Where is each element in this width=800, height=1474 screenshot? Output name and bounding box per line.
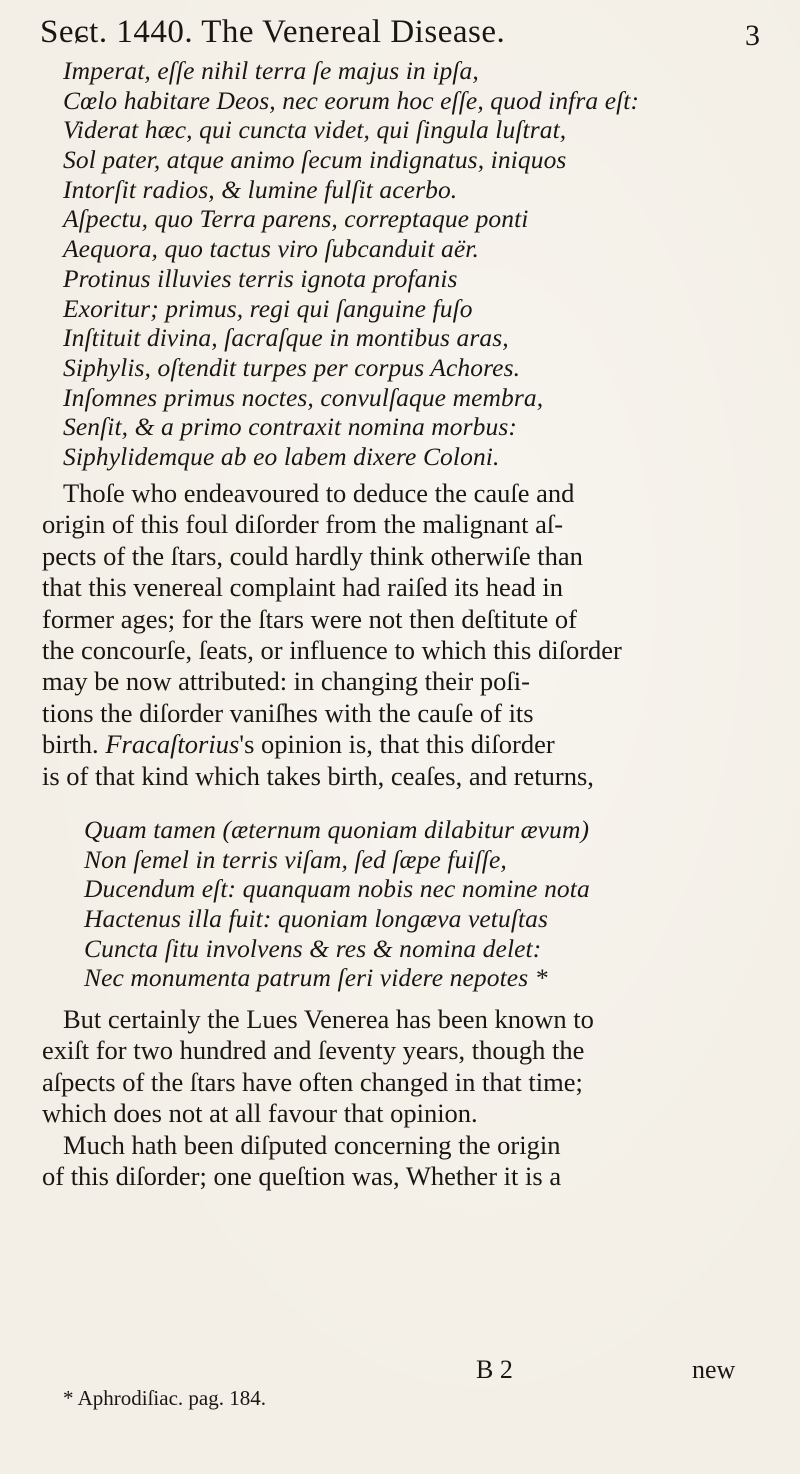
footnote: * Aphrodiſiac. pag. 184. bbox=[63, 1386, 266, 1410]
verse-line: Viderat hæc, qui cuncta videt, qui ſingula luſtrat, bbox=[63, 115, 567, 145]
prose-text: birth. bbox=[42, 729, 106, 760]
prose-line: the concourſe, ſeats, or influence to which this diſorder bbox=[42, 634, 622, 665]
verse-line: Protinus illuvies terris ignota profanis bbox=[63, 263, 458, 293]
verse-line: Intorſit radios, & lumine fulſit acerbo. bbox=[63, 174, 458, 204]
prose-line: is of that kind which takes birth, ceaſes, and returns, bbox=[42, 760, 594, 791]
verse-line: Ducendum eſt: quanquam nobis nec nomine nota bbox=[84, 874, 590, 904]
prose-line: of this diſorder; one queſtion was, Whether it is a bbox=[42, 1160, 562, 1191]
verse-line: Inſomnes primus noctes, convulſaque membra, bbox=[63, 382, 544, 412]
verse-line: Exoritur; primus, regi qui ſanguine fuſo bbox=[63, 293, 473, 323]
verse-line: Imperat, eſſe nihil terra ſe majus in ipſa, bbox=[63, 56, 479, 85]
prose-paragraph-1 bbox=[42, 478, 622, 792]
verse-line: Siphylis, oſtendit turpes per corpus Achores. bbox=[63, 352, 521, 382]
prose-paragraph-2 bbox=[42, 1004, 594, 1192]
verse-line: Sol pater, atque animo ſecum indignatus, iniquos bbox=[63, 145, 567, 175]
verse-line: Nec monumenta patrum ſeri videre nepotes * bbox=[84, 963, 548, 993]
prose-line: But certainly the Lues Venerea has been known to bbox=[63, 1004, 594, 1034]
verse-line: Senſit, & a primo contraxit nomina morbus: bbox=[63, 412, 517, 442]
prose-line: former ages; for the ſtars were not then deſtitute of bbox=[42, 603, 577, 634]
page-number: 3 bbox=[745, 19, 760, 52]
prose-line: tions the diſorder vaniſhes with the cauſe of its bbox=[42, 697, 534, 728]
prose-line: origin of this foul diſorder from the malignant aſ- bbox=[42, 509, 564, 540]
page-header bbox=[40, 8, 770, 56]
verse-line: Aequora, quo tactus viro ſubcanduit aër. bbox=[63, 234, 479, 264]
verse-line: Siphylidemque ab eo labem dixere Coloni. bbox=[63, 441, 500, 471]
prose-line: aſpects of the ſtars have often changed in that time; bbox=[42, 1066, 583, 1097]
prose-line: that this venereal complaint had raiſed its head in bbox=[42, 572, 563, 603]
prose-line: exiſt for two hundred and ſeventy years, though the bbox=[42, 1035, 585, 1066]
prose-line: pects of the ſtars, could hardly think otherwiſe than bbox=[42, 540, 583, 571]
catchword: new bbox=[692, 1355, 736, 1384]
signature-mark: B 2 bbox=[476, 1355, 513, 1384]
prose-line: may be now attributed: in changing their poſi- bbox=[42, 666, 530, 697]
verse-line: Non ſemel in terris viſam, ſed ſæpe fuiſſe, bbox=[84, 844, 507, 874]
verse-line: Inſtituit divina, ſacraſque in montibus aras, bbox=[63, 323, 509, 353]
verse-line: Cœlo habitare Deos, nec eorum hoc eſſe, quod infra eſt: bbox=[63, 85, 640, 115]
author-name: Fracaſtorius bbox=[105, 729, 240, 760]
prose-line: Much hath been diſputed concerning the origin bbox=[63, 1129, 561, 1160]
verse-line: Aſpectu, quo Terra parens, correptaque ponti bbox=[63, 204, 529, 234]
verse-passage-2 bbox=[84, 815, 590, 993]
prose-text: 's opinion is, that this diſorder bbox=[239, 729, 555, 760]
prose-line: which does not at all favour that opinion. bbox=[42, 1098, 478, 1129]
verse-line: Quam tamen (æternum quoniam dilabitur ævum) bbox=[84, 815, 590, 844]
verse-line: Hactenus illa fuit: quoniam longæva vetuſtas bbox=[84, 904, 549, 934]
verse-passage-1 bbox=[63, 56, 639, 472]
running-head: Seɕt. 1440. The Venereal Disease. bbox=[40, 14, 506, 50]
prose-line bbox=[42, 729, 622, 760]
verse-line: Cuncta ſitu involvens & res & nomina delet: bbox=[84, 933, 542, 963]
prose-line: Thoſe who endeavoured to deduce the cauſe and bbox=[63, 478, 575, 508]
